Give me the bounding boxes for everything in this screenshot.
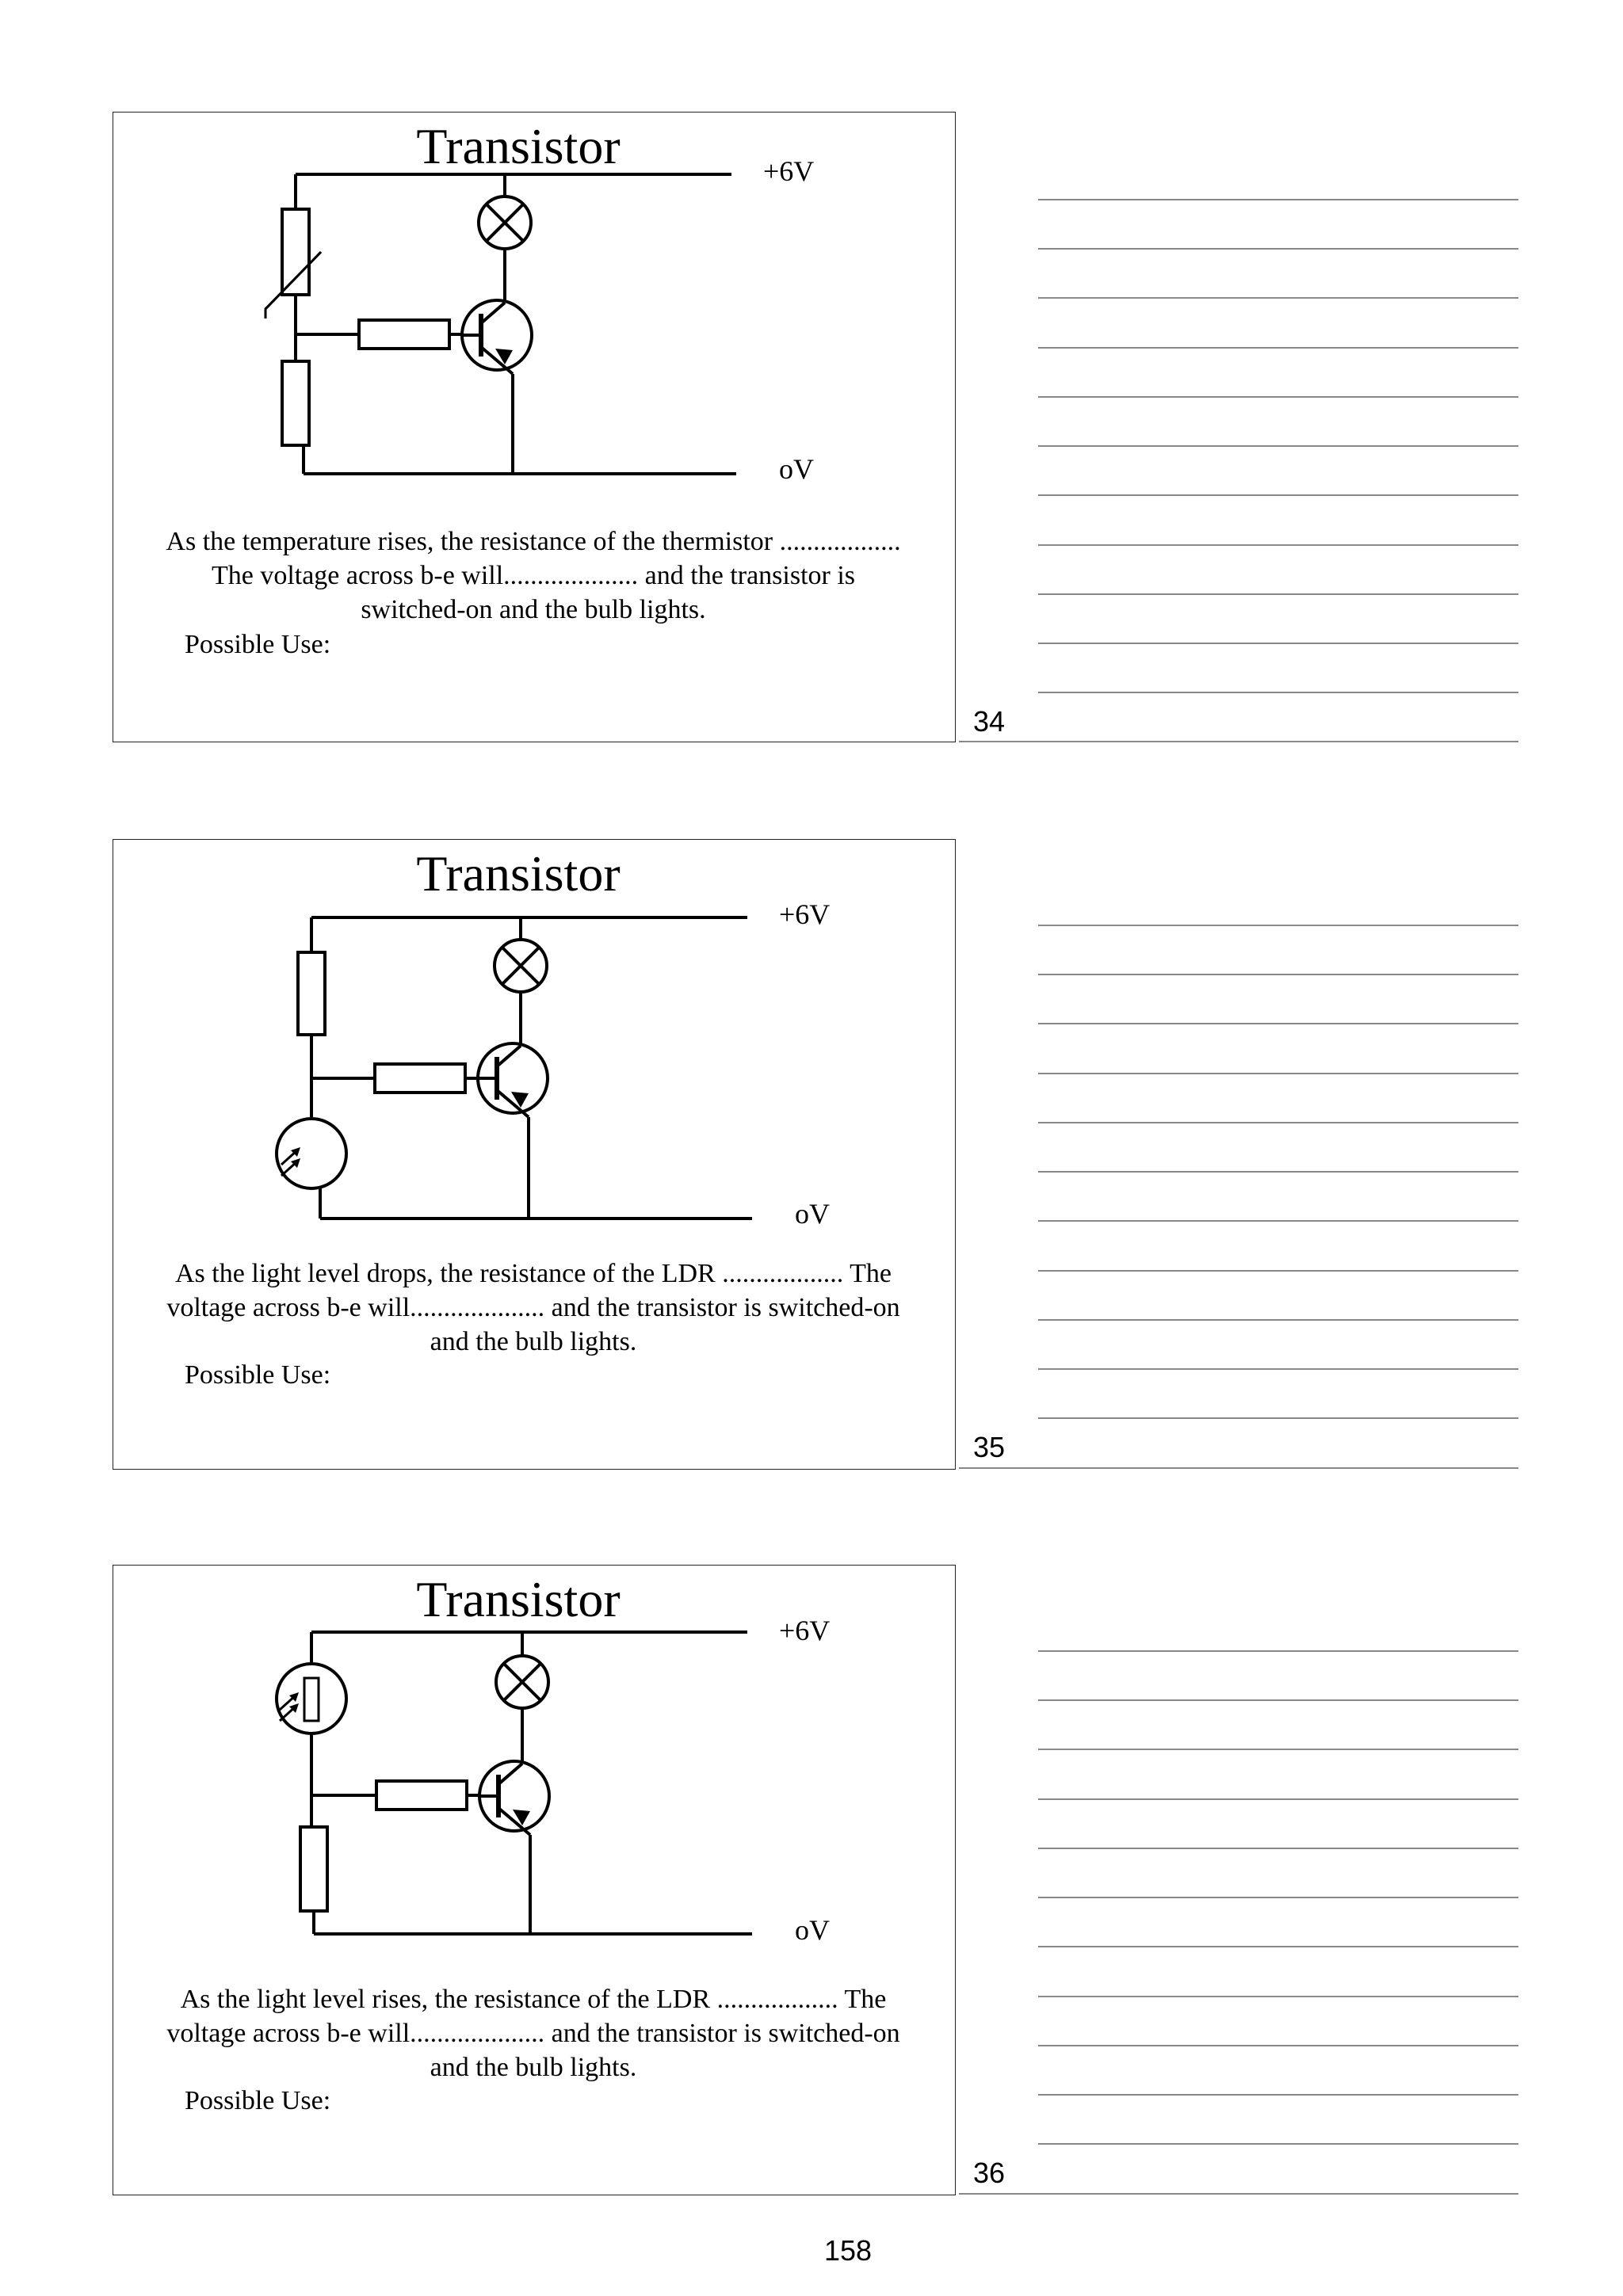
slide-title: Transistor — [416, 118, 621, 174]
possible-use-label: Possible Use: — [185, 2086, 331, 2115]
possible-use-label: Possible Use: — [185, 1360, 331, 1390]
slide-number: 35 — [973, 1431, 1006, 1463]
positive-rail-label: +6V — [779, 1615, 831, 1646]
positive-rail-label: +6V — [779, 898, 831, 930]
slide-description: As the light level drops, the resistance of the LDR .................. The voltage across b-e will.................... and the transistor is switched-on and the bulb lights. — [166, 1259, 900, 1356]
ground-rail-label: oV — [795, 1914, 830, 1946]
slide-description: As the temperature rises, the resistance of the thermistor .................. The voltage across b-e will.................... and the transistor is switched-on and the bulb lights. — [166, 527, 901, 624]
slide-title: Transistor — [416, 1571, 621, 1627]
ground-rail-label: oV — [795, 1198, 830, 1230]
possible-use-label: Possible Use: — [185, 630, 331, 659]
slide-number: 34 — [973, 705, 1006, 738]
slide-description: As the light level rises, the resistance of the LDR .................. The voltage across b-e will.................... and the transistor is switched-on and the bulb lights. — [166, 1985, 900, 2082]
positive-rail-label: +6V — [763, 155, 815, 187]
slide-number: 36 — [973, 2157, 1006, 2189]
slide-title: Transistor — [416, 845, 621, 902]
page-number: 158 — [823, 2234, 873, 2267]
ground-rail-label: oV — [779, 453, 814, 485]
